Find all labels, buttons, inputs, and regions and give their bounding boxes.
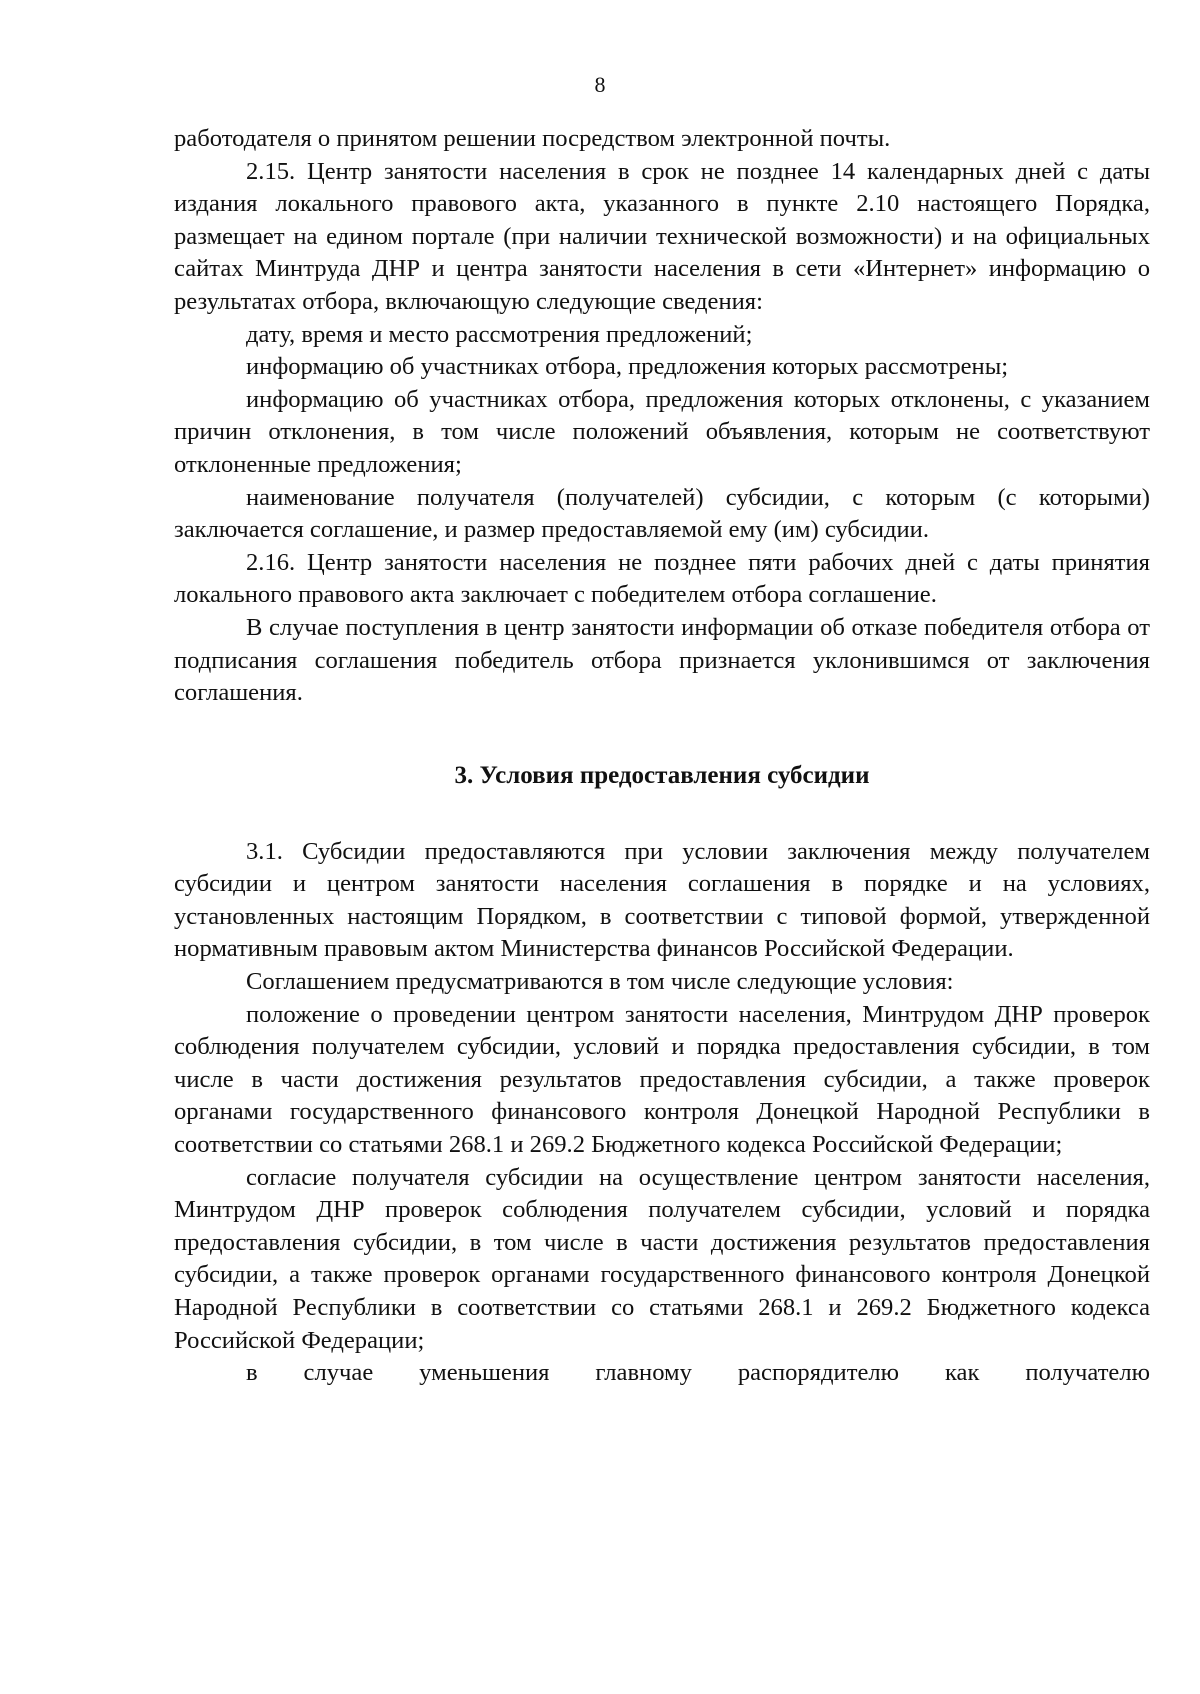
paragraph: информацию об участниках отбора, предложения которых отклонены, с указанием причин отклонения, в том числе положений объявления, которым не соответствуют отклоненные предложения; (174, 385, 1150, 478)
paragraph: информацию об участниках отбора, предложения которых рассмотрены; (246, 353, 1009, 381)
paragraph: согласие получателя субсидии на осуществление центром занятости населения, Минтрудом ДНР проверок соблюдения получателем субсидии, условий и порядка предоставления субсидии, в том числе в части достижения результатов предоставления субсидии, а также проверок органами государственного финансового контроля Донецкой Народной Республики в соответствии со статьями 268.1 и 269.2 Бюджетного кодекса Российской Федерации; (174, 1163, 1150, 1354)
paragraph: 2.15. Центр занятости населения в срок не позднее 14 календарных дней с даты издания локального правового акта, указанного в пункте 2.10 настоящего Порядка, размещает на едином портале (при наличии технической возможности) и на официальных сайтах Минтруда ДНР и центра занятости населения в сети «Интернет» информацию о результатах отбора, включающую следующие сведения: (174, 157, 1150, 315)
paragraph: дату, время и место рассмотрения предложений; (246, 320, 753, 348)
paragraph: В случае поступления в центр занятости информации об отказе победителя отбора от подписания соглашения победитель отбора признается уклонившимся от заключения соглашения. (174, 613, 1150, 707)
paragraph: Соглашением предусматриваются в том числе следующие условия: (246, 968, 954, 996)
paragraph: в случае уменьшения главному распорядителю как получателю (246, 1359, 1150, 1387)
section-heading: 3. Условия предоставления субсидии (454, 761, 870, 789)
document-body (174, 123, 1150, 1390)
paragraph: положение о проведении центром занятости населения, Минтрудом ДНР проверок соблюдения получателем субсидии, условий и порядка предоставления субсидии, в том числе в части достижения результатов предоставления субсидии, а также проверок органами государственного финансового контроля Донецкой Народной Республики в соответствии со статьями 268.1 и 269.2 Бюджетного кодекса Российской Федерации; (174, 1000, 1150, 1159)
paragraph: 3.1. Субсидии предоставляются при условии заключения между получателем субсидии и центром занятости населения соглашения в порядке и на условиях, установленных настоящим Порядком, в соответствии с типовой формой, утвержденной нормативным правовым актом Министерства финансов Российской Федерации. (174, 837, 1150, 963)
paragraph: наименование получателя (получателей) субсидии, с которым (с которыми) заключается соглашение, и размер предоставляемой ему (им) субсидии. (174, 483, 1150, 544)
paragraph: 2.16. Центр занятости населения не позднее пяти рабочих дней с даты принятия локального правового акта заключает с победителем отбора соглашение. (174, 548, 1150, 609)
paragraph: работодателя о принятом решении посредством электронной почты. (174, 125, 891, 152)
page-number: 8 (594, 72, 606, 97)
